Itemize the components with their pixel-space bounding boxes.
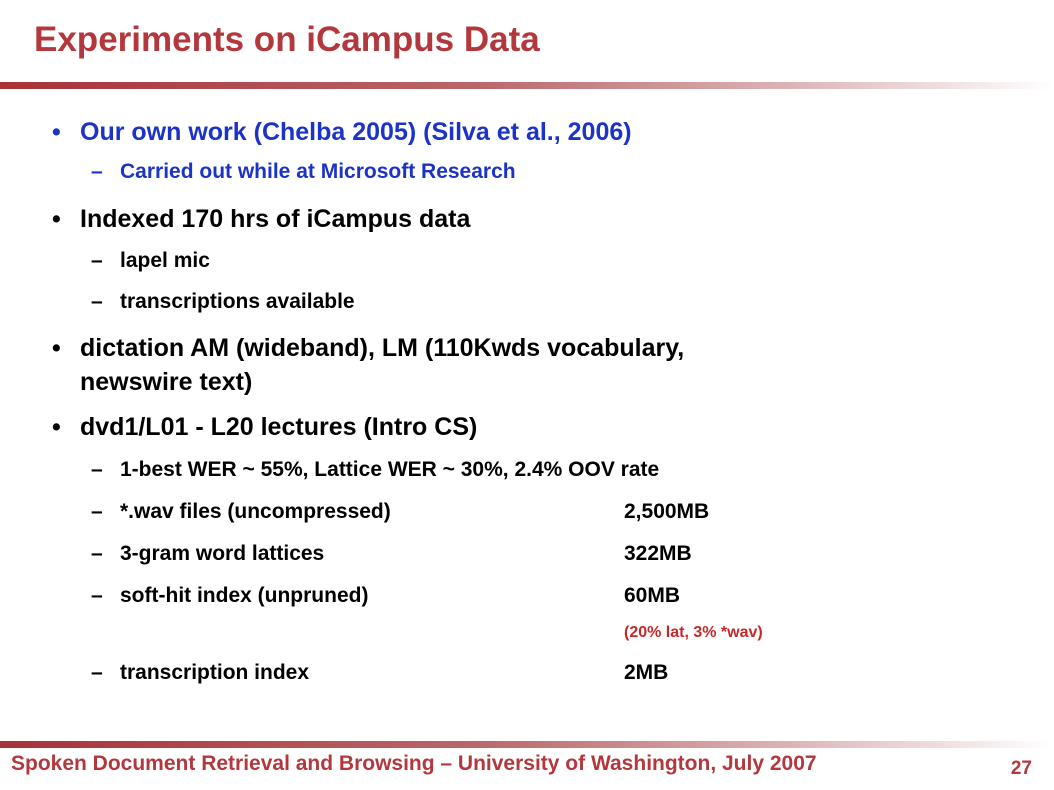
sub-bullet-text: Carried out while at Microsoft Research	[120, 160, 516, 183]
sub-bullet-text: 3-gram word lattices	[120, 542, 325, 565]
sub-bullet-transcription-index	[91, 661, 309, 685]
page-number: 27	[1010, 758, 1032, 779]
slide-title: Experiments on iCampus Data	[34, 20, 540, 59]
sub-bullet-transcriptions	[91, 290, 355, 314]
dash-marker: –	[91, 500, 103, 523]
sub-bullet-text: transcription index	[120, 661, 310, 684]
dash-marker: –	[91, 290, 103, 313]
bullet-text: dvd1/L01 - L20 lectures (Intro CS)	[80, 413, 478, 441]
sub-bullet-text: lapel mic	[120, 249, 210, 272]
dash-marker: –	[91, 249, 103, 272]
dash-marker: –	[91, 542, 103, 565]
bullet-marker: •	[52, 334, 61, 362]
sub-bullet-text: *.wav files (uncompressed)	[120, 500, 391, 523]
bullet-text: Indexed 170 hrs of iCampus data	[80, 205, 471, 233]
wav-size-value: 2,500MB	[624, 500, 710, 523]
softhit-size-value: 60MB	[624, 584, 681, 607]
sub-bullet-lattices	[91, 542, 324, 566]
sub-bullet-text: soft-hit index (unpruned)	[120, 584, 369, 607]
lattice-size-value: 322MB	[624, 542, 692, 565]
sub-bullet-text: 1-best WER ~ 55%, Lattice WER ~ 30%, 2.4% OOV rate	[120, 458, 660, 481]
bullet-text: Our own work (Chelba 2005) (Silva et al., 2006)	[80, 118, 632, 146]
bullet-own-work	[52, 118, 632, 147]
footer-divider	[0, 741, 1054, 748]
sub-bullet-softhit	[91, 584, 368, 608]
sub-bullet-wav	[91, 500, 391, 524]
bullet-dictation-continuation: newswire text)	[80, 368, 253, 396]
bullet-dictation	[52, 334, 684, 363]
transcription-size-value: 2MB	[624, 661, 669, 684]
bullet-marker: •	[52, 205, 61, 233]
sub-bullet-lapel	[91, 249, 210, 273]
title-divider	[0, 82, 1054, 89]
dash-marker: –	[91, 661, 103, 684]
footer-text: Spoken Document Retrieval and Browsing – University of Washington, July 2007	[11, 752, 817, 775]
bullet-marker: •	[52, 413, 61, 441]
bullet-marker: •	[52, 118, 61, 146]
dash-marker: –	[91, 160, 103, 183]
sub-bullet-text: transcriptions available	[120, 290, 355, 313]
dash-marker: –	[91, 584, 103, 607]
bullet-dvd	[52, 413, 477, 442]
dash-marker: –	[91, 458, 103, 481]
softhit-ratio-note: (20% lat, 3% *wav)	[624, 624, 763, 641]
bullet-indexed	[52, 205, 470, 234]
sub-bullet-wer	[91, 458, 659, 482]
bullet-text: dictation AM (wideband), LM (110Kwds vocabulary,	[80, 334, 685, 362]
sub-bullet-microsoft	[91, 160, 516, 184]
